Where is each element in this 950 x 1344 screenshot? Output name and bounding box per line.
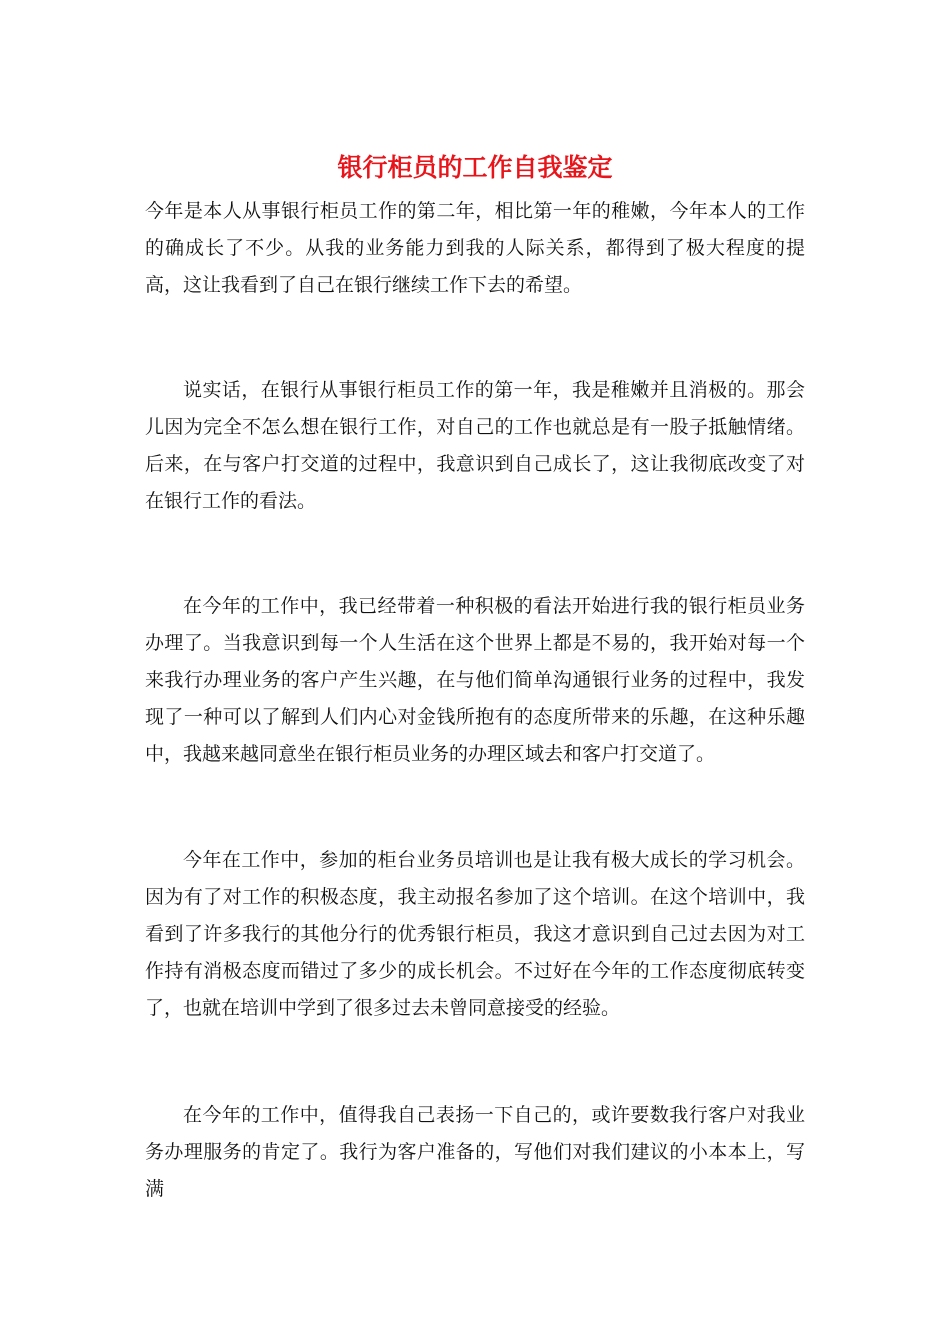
paragraph-5: 在今年的工作中，值得我自己表扬一下自己的，或许要数我行客户对我业务办理服务的肯定了。我行为客户准备的，写他们对我们建议的小本本上，写满	[145, 1104, 805, 1200]
document-title: 银行柜员的工作自我鉴定	[337, 153, 613, 182]
paragraph-4: 今年在工作中，参加的柜台业务员培训也是让我有极大成长的学习机会。因为有了对工作的积极态度，我主动报名参加了这个培训。在这个培训中，我看到了许多我行的其他分行的优秀银行柜员，我这才意识到自己过去因为对工作持有消极态度而错过了多少的成长机会。不过好在今年的工作态度彻底转变了，也就在培训中学到了很多过去未曾同意接受的经验。	[145, 849, 805, 1019]
paragraph-1: 今年是本人从事银行柜员工作的第二年，相比第一年的稚嫩，今年本人的工作的确成长了不少。从我的业务能力到我的人际关系，都得到了极大程度的提高，这让我看到了自己在银行继续工作下去的希望。	[145, 200, 805, 296]
paragraph-3: 在今年的工作中，我已经带着一种积极的看法开始进行我的银行柜员业务办理了。当我意识到每一个人生活在这个世界上都是不易的，我开始对每一个来我行办理业务的客户产生兴趣，在与他们简单沟通银行业务的过程中，我发现了一种可以了解到人们内心对金钱所抱有的态度所带来的乐趣，在这种乐趣中，我越来越同意坐在银行柜员业务的办理区域去和客户打交道了。	[145, 595, 805, 765]
paragraph-2: 说实话，在银行从事银行柜员工作的第一年，我是稚嫩并且消极的。那会儿因为完全不怎么想在银行工作，对自己的工作也就总是有一股子抵触情绪。后来，在与客户打交道的过程中，我意识到自己成长了，这让我彻底改变了对在银行工作的看法。	[145, 379, 805, 512]
